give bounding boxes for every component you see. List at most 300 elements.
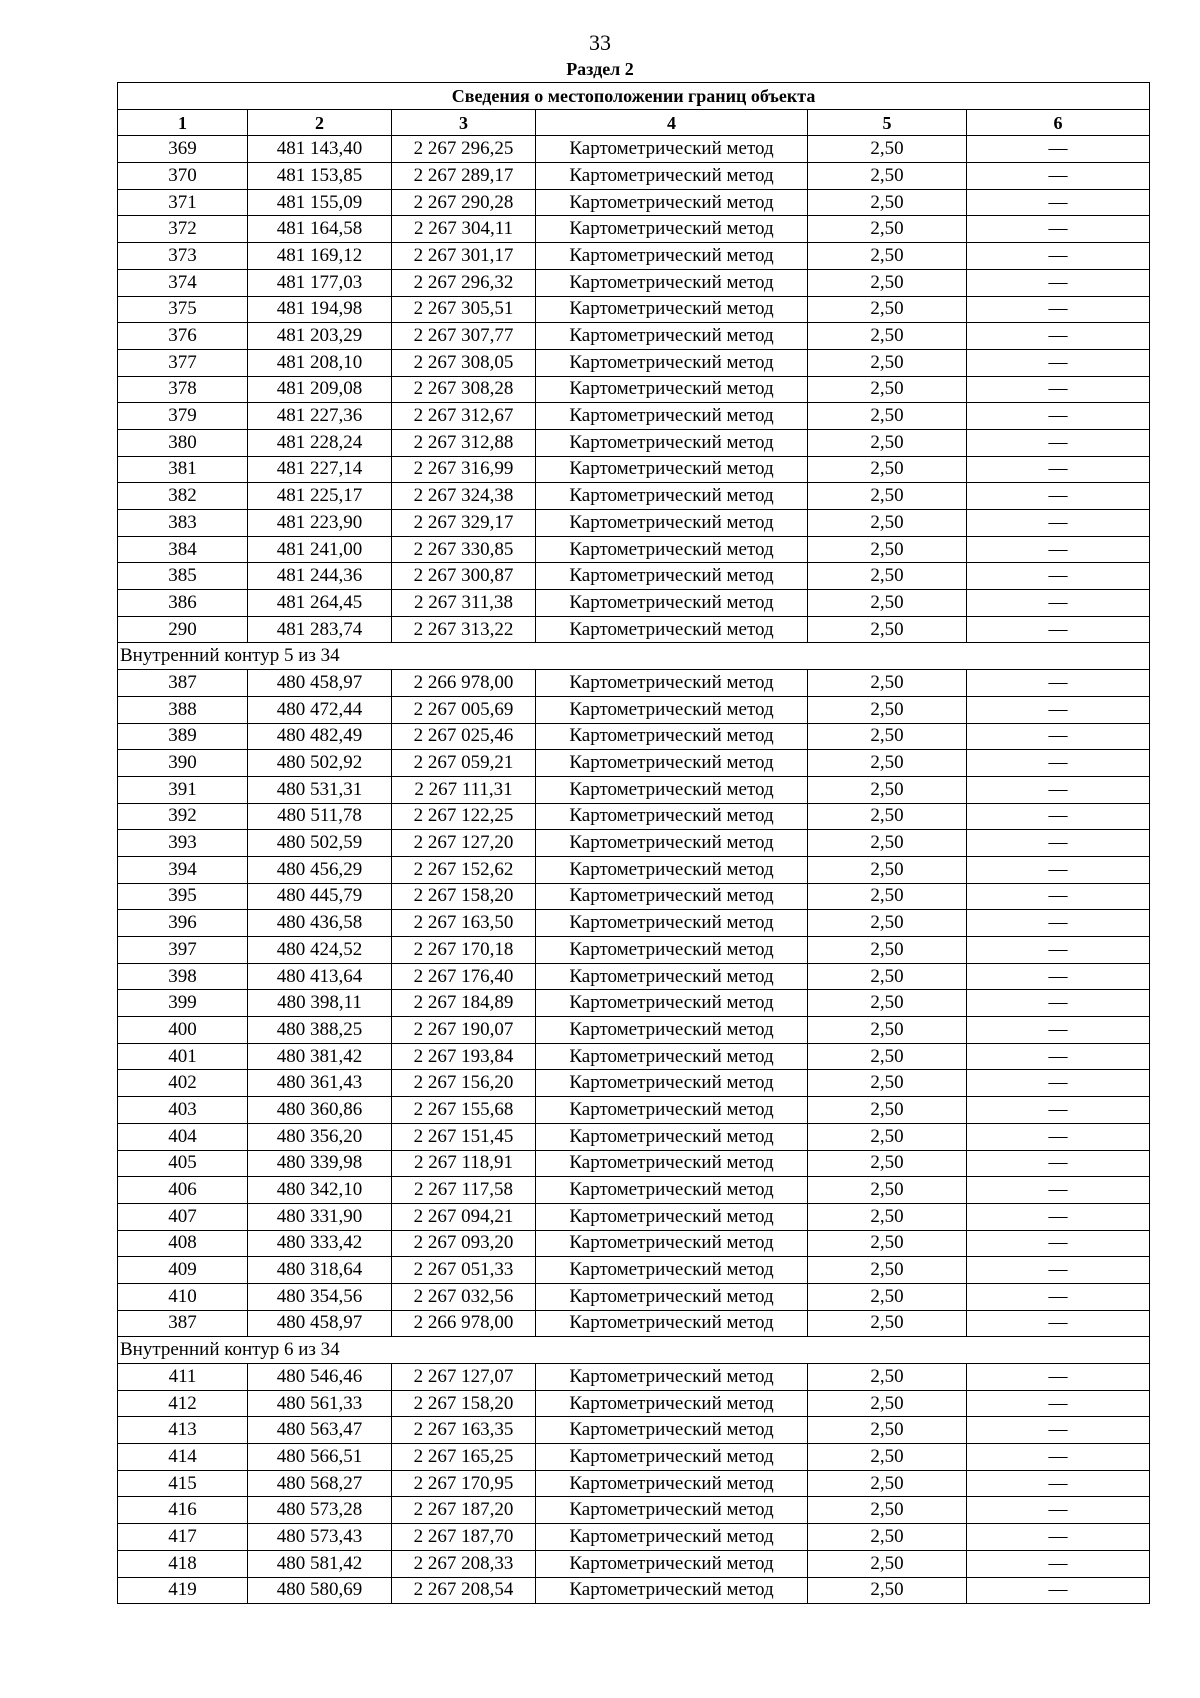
table-row (118, 1470, 1150, 1497)
table-row (118, 563, 1150, 590)
x-coordinate-cell: 481 209,08 (248, 376, 392, 403)
y-coordinate-cell: 2 267 312,88 (392, 429, 536, 456)
precision-cell: 2,50 (808, 1230, 967, 1257)
precision-cell: 2,50 (808, 1150, 967, 1177)
y-coordinate-cell: 2 267 304,11 (392, 216, 536, 243)
table-row (118, 189, 1150, 216)
precision-cell: 2,50 (808, 563, 967, 590)
y-coordinate-cell: 2 267 311,38 (392, 590, 536, 617)
point-number-cell: 380 (118, 429, 248, 456)
y-coordinate-cell: 2 267 111,31 (392, 776, 536, 803)
point-number-cell: 403 (118, 1097, 248, 1124)
description-cell: — (967, 616, 1150, 643)
description-cell: — (967, 1203, 1150, 1230)
precision-cell: 2,50 (808, 1390, 967, 1417)
method-cell: Картометрический метод (536, 429, 808, 456)
x-coordinate-cell: 480 581,42 (248, 1550, 392, 1577)
y-coordinate-cell: 2 267 308,05 (392, 349, 536, 376)
boundary-coordinates-table (117, 82, 1150, 1604)
y-coordinate-cell: 2 267 330,85 (392, 536, 536, 563)
y-coordinate-cell: 2 267 316,99 (392, 456, 536, 483)
table-row (118, 323, 1150, 350)
table-row (118, 1417, 1150, 1444)
y-coordinate-cell: 2 267 208,54 (392, 1577, 536, 1604)
method-cell: Картометрический метод (536, 269, 808, 296)
precision-cell: 2,50 (808, 670, 967, 697)
table-row (118, 963, 1150, 990)
y-coordinate-cell: 2 267 051,33 (392, 1257, 536, 1284)
x-coordinate-cell: 480 563,47 (248, 1417, 392, 1444)
x-coordinate-cell: 481 228,24 (248, 429, 392, 456)
table-row (118, 616, 1150, 643)
point-number-cell: 415 (118, 1470, 248, 1497)
point-number-cell: 416 (118, 1497, 248, 1524)
table-row (118, 456, 1150, 483)
description-cell: — (967, 723, 1150, 750)
method-cell: Картометрический метод (536, 1364, 808, 1391)
precision-cell: 2,50 (808, 189, 967, 216)
table-row (118, 1203, 1150, 1230)
description-cell: — (967, 1043, 1150, 1070)
method-cell: Картометрический метод (536, 1444, 808, 1471)
description-cell: — (967, 1417, 1150, 1444)
precision-cell: 2,50 (808, 1203, 967, 1230)
y-coordinate-cell: 2 267 190,07 (392, 1017, 536, 1044)
method-cell: Картометрический метод (536, 910, 808, 937)
table-row (118, 1364, 1150, 1391)
table-row (118, 1177, 1150, 1204)
x-coordinate-cell: 480 413,64 (248, 963, 392, 990)
column-header: 5 (808, 109, 967, 136)
table-body (118, 136, 1150, 1604)
x-coordinate-cell: 480 381,42 (248, 1043, 392, 1070)
precision-cell: 2,50 (808, 830, 967, 857)
x-coordinate-cell: 480 566,51 (248, 1444, 392, 1471)
precision-cell: 2,50 (808, 429, 967, 456)
y-coordinate-cell: 2 267 158,20 (392, 883, 536, 910)
method-cell: Картометрический метод (536, 670, 808, 697)
point-number-cell: 371 (118, 189, 248, 216)
column-header: 6 (967, 109, 1150, 136)
y-coordinate-cell: 2 267 155,68 (392, 1097, 536, 1124)
x-coordinate-cell: 480 331,90 (248, 1203, 392, 1230)
description-cell: — (967, 216, 1150, 243)
x-coordinate-cell: 481 225,17 (248, 483, 392, 510)
point-number-cell: 391 (118, 776, 248, 803)
precision-cell: 2,50 (808, 803, 967, 830)
column-header: 1 (118, 109, 248, 136)
table-row (118, 1444, 1150, 1471)
table-row (118, 803, 1150, 830)
table-row (118, 163, 1150, 190)
table-row (118, 1043, 1150, 1070)
y-coordinate-cell: 2 267 127,20 (392, 830, 536, 857)
table-row (118, 696, 1150, 723)
y-coordinate-cell: 2 267 312,67 (392, 403, 536, 430)
table-row (118, 937, 1150, 964)
point-number-cell: 290 (118, 616, 248, 643)
precision-cell: 2,50 (808, 510, 967, 537)
table-row (118, 1123, 1150, 1150)
method-cell: Картометрический метод (536, 136, 808, 163)
description-cell: — (967, 1364, 1150, 1391)
point-number-cell: 369 (118, 136, 248, 163)
y-coordinate-cell: 2 267 301,17 (392, 243, 536, 270)
precision-cell: 2,50 (808, 483, 967, 510)
precision-cell: 2,50 (808, 1177, 967, 1204)
description-cell: — (967, 403, 1150, 430)
precision-cell: 2,50 (808, 963, 967, 990)
table-row (118, 136, 1150, 163)
x-coordinate-cell: 481 164,58 (248, 216, 392, 243)
description-cell: — (967, 1070, 1150, 1097)
method-cell: Картометрический метод (536, 243, 808, 270)
table-row (118, 1550, 1150, 1577)
table-row (118, 1283, 1150, 1310)
precision-cell: 2,50 (808, 1550, 967, 1577)
point-number-cell: 408 (118, 1230, 248, 1257)
x-coordinate-cell: 480 356,20 (248, 1123, 392, 1150)
precision-cell: 2,50 (808, 456, 967, 483)
contour-header-row (118, 1337, 1150, 1364)
table-row (118, 510, 1150, 537)
x-coordinate-cell: 481 169,12 (248, 243, 392, 270)
table-row (118, 483, 1150, 510)
point-number-cell: 387 (118, 670, 248, 697)
y-coordinate-cell: 2 267 290,28 (392, 189, 536, 216)
point-number-cell: 398 (118, 963, 248, 990)
method-cell: Картометрический метод (536, 456, 808, 483)
point-number-cell: 404 (118, 1123, 248, 1150)
y-coordinate-cell: 2 267 296,25 (392, 136, 536, 163)
description-cell: — (967, 963, 1150, 990)
table-row (118, 723, 1150, 750)
point-number-cell: 374 (118, 269, 248, 296)
description-cell: — (967, 1524, 1150, 1551)
table-row (118, 269, 1150, 296)
description-cell: — (967, 163, 1150, 190)
y-coordinate-cell: 2 267 329,17 (392, 510, 536, 537)
column-number-row (118, 109, 1150, 136)
page-number: 33 (589, 30, 611, 55)
description-cell: — (967, 1310, 1150, 1337)
method-cell: Картометрический метод (536, 616, 808, 643)
point-number-cell: 388 (118, 696, 248, 723)
table-row (118, 429, 1150, 456)
x-coordinate-cell: 480 354,56 (248, 1283, 392, 1310)
precision-cell: 2,50 (808, 136, 967, 163)
y-coordinate-cell: 2 267 289,17 (392, 163, 536, 190)
point-number-cell: 399 (118, 990, 248, 1017)
y-coordinate-cell: 2 267 208,33 (392, 1550, 536, 1577)
point-number-cell: 411 (118, 1364, 248, 1391)
description-cell: — (967, 429, 1150, 456)
precision-cell: 2,50 (808, 1097, 967, 1124)
y-coordinate-cell: 2 267 193,84 (392, 1043, 536, 1070)
description-cell: — (967, 376, 1150, 403)
y-coordinate-cell: 2 266 978,00 (392, 670, 536, 697)
precision-cell: 2,50 (808, 1310, 967, 1337)
point-number-cell: 397 (118, 937, 248, 964)
precision-cell: 2,50 (808, 1017, 967, 1044)
table-row (118, 1257, 1150, 1284)
column-header: 2 (248, 109, 392, 136)
x-coordinate-cell: 481 283,74 (248, 616, 392, 643)
precision-cell: 2,50 (808, 937, 967, 964)
point-number-cell: 382 (118, 483, 248, 510)
description-cell: — (967, 670, 1150, 697)
precision-cell: 2,50 (808, 1070, 967, 1097)
point-number-cell: 385 (118, 563, 248, 590)
table-row (118, 990, 1150, 1017)
method-cell: Картометрический метод (536, 563, 808, 590)
y-coordinate-cell: 2 267 176,40 (392, 963, 536, 990)
point-number-cell: 400 (118, 1017, 248, 1044)
precision-cell: 2,50 (808, 750, 967, 777)
point-number-cell: 383 (118, 510, 248, 537)
point-number-cell: 390 (118, 750, 248, 777)
method-cell: Картометрический метод (536, 883, 808, 910)
method-cell: Картометрический метод (536, 1123, 808, 1150)
x-coordinate-cell: 480 456,29 (248, 856, 392, 883)
description-cell: — (967, 269, 1150, 296)
precision-cell: 2,50 (808, 723, 967, 750)
precision-cell: 2,50 (808, 990, 967, 1017)
method-cell: Картометрический метод (536, 163, 808, 190)
point-number-cell: 406 (118, 1177, 248, 1204)
x-coordinate-cell: 480 502,59 (248, 830, 392, 857)
description-cell: — (967, 1283, 1150, 1310)
precision-cell: 2,50 (808, 1123, 967, 1150)
point-number-cell: 414 (118, 1444, 248, 1471)
y-coordinate-cell: 2 267 184,89 (392, 990, 536, 1017)
y-coordinate-cell: 2 267 094,21 (392, 1203, 536, 1230)
point-number-cell: 395 (118, 883, 248, 910)
description-cell: — (967, 1497, 1150, 1524)
x-coordinate-cell: 480 546,46 (248, 1364, 392, 1391)
table-row (118, 670, 1150, 697)
column-header: 4 (536, 109, 808, 136)
x-coordinate-cell: 481 208,10 (248, 349, 392, 376)
description-cell: — (967, 776, 1150, 803)
x-coordinate-cell: 480 388,25 (248, 1017, 392, 1044)
y-coordinate-cell: 2 267 158,20 (392, 1390, 536, 1417)
method-cell: Картометрический метод (536, 1230, 808, 1257)
x-coordinate-cell: 481 244,36 (248, 563, 392, 590)
method-cell: Картометрический метод (536, 296, 808, 323)
point-number-cell: 409 (118, 1257, 248, 1284)
method-cell: Картометрический метод (536, 1070, 808, 1097)
precision-cell: 2,50 (808, 403, 967, 430)
contour-label: Внутренний контур 6 из 34 (118, 1337, 1150, 1364)
description-cell: — (967, 1470, 1150, 1497)
y-coordinate-cell: 2 267 165,25 (392, 1444, 536, 1471)
x-coordinate-cell: 480 458,97 (248, 670, 392, 697)
description-cell: — (967, 136, 1150, 163)
point-number-cell: 405 (118, 1150, 248, 1177)
point-number-cell: 389 (118, 723, 248, 750)
y-coordinate-cell: 2 267 187,70 (392, 1524, 536, 1551)
method-cell: Картометрический метод (536, 189, 808, 216)
column-header: 3 (392, 109, 536, 136)
method-cell: Картометрический метод (536, 830, 808, 857)
y-coordinate-cell: 2 267 156,20 (392, 1070, 536, 1097)
description-cell: — (967, 243, 1150, 270)
x-coordinate-cell: 480 482,49 (248, 723, 392, 750)
table-row (118, 376, 1150, 403)
point-number-cell: 372 (118, 216, 248, 243)
y-coordinate-cell: 2 267 305,51 (392, 296, 536, 323)
method-cell: Картометрический метод (536, 1203, 808, 1230)
description-cell: — (967, 1177, 1150, 1204)
table-row (118, 1577, 1150, 1604)
method-cell: Картометрический метод (536, 1417, 808, 1444)
table-row (118, 403, 1150, 430)
x-coordinate-cell: 481 155,09 (248, 189, 392, 216)
method-cell: Картометрический метод (536, 483, 808, 510)
x-coordinate-cell: 480 511,78 (248, 803, 392, 830)
point-number-cell: 419 (118, 1577, 248, 1604)
y-coordinate-cell: 2 267 005,69 (392, 696, 536, 723)
x-coordinate-cell: 480 339,98 (248, 1150, 392, 1177)
y-coordinate-cell: 2 266 978,00 (392, 1310, 536, 1337)
method-cell: Картометрический метод (536, 776, 808, 803)
x-coordinate-cell: 481 264,45 (248, 590, 392, 617)
y-coordinate-cell: 2 267 059,21 (392, 750, 536, 777)
method-cell: Картометрический метод (536, 403, 808, 430)
precision-cell: 2,50 (808, 376, 967, 403)
x-coordinate-cell: 480 573,28 (248, 1497, 392, 1524)
y-coordinate-cell: 2 267 300,87 (392, 563, 536, 590)
description-cell: — (967, 1017, 1150, 1044)
y-coordinate-cell: 2 267 151,45 (392, 1123, 536, 1150)
x-coordinate-cell: 480 531,31 (248, 776, 392, 803)
x-coordinate-cell: 480 568,27 (248, 1470, 392, 1497)
x-coordinate-cell: 480 458,97 (248, 1310, 392, 1337)
method-cell: Картометрический метод (536, 590, 808, 617)
method-cell: Картометрический метод (536, 1470, 808, 1497)
description-cell: — (967, 1577, 1150, 1604)
point-number-cell: 412 (118, 1390, 248, 1417)
table-row (118, 856, 1150, 883)
description-cell: — (967, 856, 1150, 883)
table-row (118, 349, 1150, 376)
point-number-cell: 410 (118, 1283, 248, 1310)
method-cell: Картометрический метод (536, 1283, 808, 1310)
point-number-cell: 396 (118, 910, 248, 937)
table-row (118, 750, 1150, 777)
point-number-cell: 418 (118, 1550, 248, 1577)
x-coordinate-cell: 480 342,10 (248, 1177, 392, 1204)
precision-cell: 2,50 (808, 1283, 967, 1310)
table-row (118, 910, 1150, 937)
precision-cell: 2,50 (808, 163, 967, 190)
table-row (118, 830, 1150, 857)
table-row (118, 1017, 1150, 1044)
description-cell: — (967, 1097, 1150, 1124)
table-row (118, 883, 1150, 910)
description-cell: — (967, 323, 1150, 350)
description-cell: — (967, 1390, 1150, 1417)
y-coordinate-cell: 2 267 187,20 (392, 1497, 536, 1524)
point-number-cell: 394 (118, 856, 248, 883)
point-number-cell: 376 (118, 323, 248, 350)
x-coordinate-cell: 481 223,90 (248, 510, 392, 537)
precision-cell: 2,50 (808, 1364, 967, 1391)
y-coordinate-cell: 2 267 170,18 (392, 937, 536, 964)
point-number-cell: 384 (118, 536, 248, 563)
table-row (118, 1150, 1150, 1177)
table-title-row (118, 83, 1150, 110)
description-cell: — (967, 1444, 1150, 1471)
x-coordinate-cell: 481 143,40 (248, 136, 392, 163)
method-cell: Картометрический метод (536, 1550, 808, 1577)
precision-cell: 2,50 (808, 776, 967, 803)
description-cell: — (967, 937, 1150, 964)
x-coordinate-cell: 480 580,69 (248, 1577, 392, 1604)
description-cell: — (967, 349, 1150, 376)
description-cell: — (967, 1150, 1150, 1177)
precision-cell: 2,50 (808, 1497, 967, 1524)
method-cell: Картометрический метод (536, 323, 808, 350)
precision-cell: 2,50 (808, 590, 967, 617)
precision-cell: 2,50 (808, 856, 967, 883)
point-number-cell: 373 (118, 243, 248, 270)
point-number-cell: 377 (118, 349, 248, 376)
method-cell: Картометрический метод (536, 696, 808, 723)
point-number-cell: 413 (118, 1417, 248, 1444)
table-row (118, 1524, 1150, 1551)
precision-cell: 2,50 (808, 910, 967, 937)
method-cell: Картометрический метод (536, 963, 808, 990)
section-title: Раздел 2 (566, 59, 634, 79)
point-number-cell: 379 (118, 403, 248, 430)
point-number-cell: 375 (118, 296, 248, 323)
x-coordinate-cell: 481 227,36 (248, 403, 392, 430)
y-coordinate-cell: 2 267 313,22 (392, 616, 536, 643)
description-cell: — (967, 803, 1150, 830)
precision-cell: 2,50 (808, 1470, 967, 1497)
precision-cell: 2,50 (808, 616, 967, 643)
precision-cell: 2,50 (808, 216, 967, 243)
method-cell: Картометрический метод (536, 723, 808, 750)
precision-cell: 2,50 (808, 1417, 967, 1444)
method-cell: Картометрический метод (536, 1097, 808, 1124)
point-number-cell: 417 (118, 1524, 248, 1551)
x-coordinate-cell: 480 561,33 (248, 1390, 392, 1417)
description-cell: — (967, 1123, 1150, 1150)
y-coordinate-cell: 2 267 127,07 (392, 1364, 536, 1391)
point-number-cell: 401 (118, 1043, 248, 1070)
table-row (118, 1070, 1150, 1097)
y-coordinate-cell: 2 267 117,58 (392, 1177, 536, 1204)
y-coordinate-cell: 2 267 032,56 (392, 1283, 536, 1310)
x-coordinate-cell: 480 361,43 (248, 1070, 392, 1097)
table-row (118, 536, 1150, 563)
description-cell: — (967, 590, 1150, 617)
method-cell: Картометрический метод (536, 1043, 808, 1070)
x-coordinate-cell: 480 424,52 (248, 937, 392, 964)
precision-cell: 2,50 (808, 1444, 967, 1471)
x-coordinate-cell: 480 398,11 (248, 990, 392, 1017)
description-cell: — (967, 696, 1150, 723)
y-coordinate-cell: 2 267 308,28 (392, 376, 536, 403)
description-cell: — (967, 883, 1150, 910)
table-row (118, 1310, 1150, 1337)
y-coordinate-cell: 2 267 118,91 (392, 1150, 536, 1177)
method-cell: Картометрический метод (536, 803, 808, 830)
method-cell: Картометрический метод (536, 510, 808, 537)
